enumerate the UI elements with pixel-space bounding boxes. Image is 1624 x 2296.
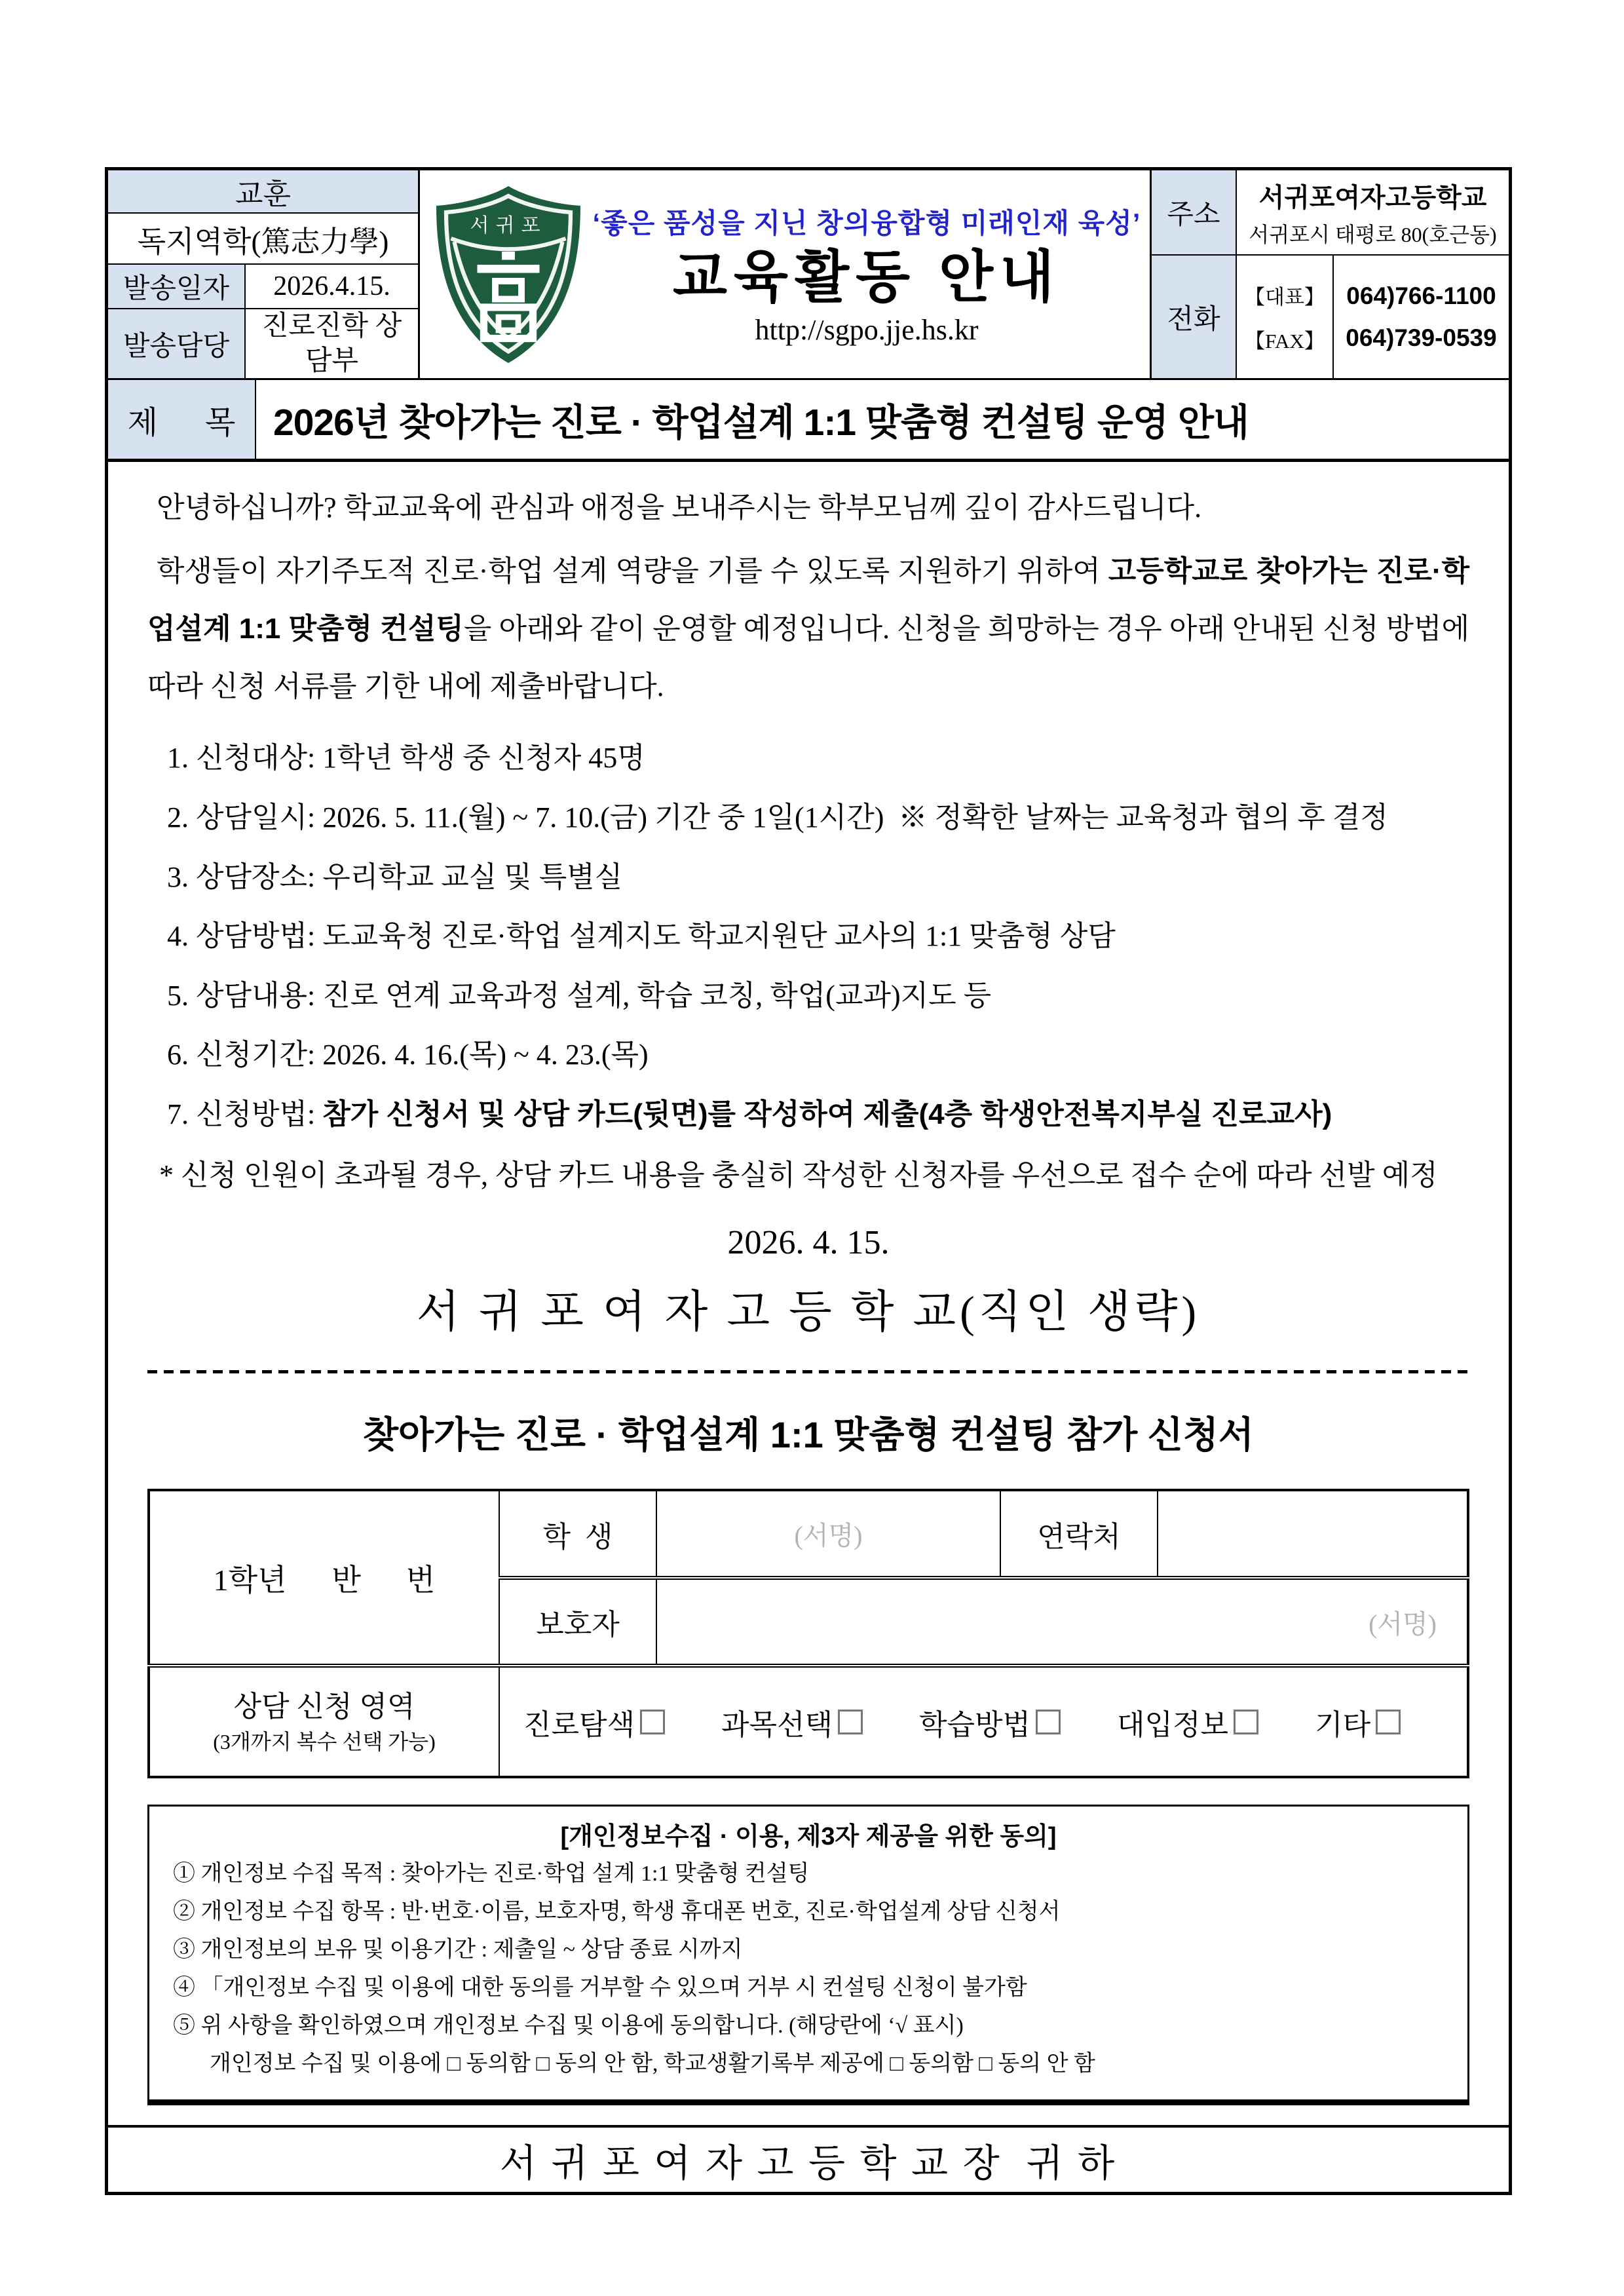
phone-fax-number: 064)739-0539 bbox=[1346, 324, 1497, 351]
phone-fax-label: 【FAX】 bbox=[1245, 329, 1325, 353]
checkbox-subject-icon[interactable] bbox=[838, 1710, 863, 1734]
contact-value-cell[interactable] bbox=[1158, 1490, 1468, 1578]
send-dept-label: 발송담당 bbox=[108, 309, 246, 378]
intro-text-pre: 학생들이 자기주도적 진로·학업 설계 역량을 기를 수 있도록 지원하기 위하여 bbox=[157, 555, 1108, 588]
student-signature-cell[interactable]: (서명) bbox=[656, 1490, 1000, 1578]
list-item-1: 1. 신청대상: 1학년 학생 중 신청자 45명 bbox=[167, 742, 645, 775]
area-option-etc bbox=[1315, 1701, 1401, 1743]
consult-area-label-cell bbox=[149, 1666, 499, 1777]
list-item-3: 3. 상담장소: 우리학교 교실 및 특별실 bbox=[167, 860, 623, 893]
privacy-consent-box bbox=[147, 1805, 1469, 2105]
list-item-5: 5. 상담내용: 진로 연계 교육과정 설계, 학습 코칭, 학업(교과)지도 등 bbox=[167, 979, 992, 1012]
subject-row bbox=[108, 380, 1509, 462]
area-option-label: 학습방법 bbox=[919, 1708, 1031, 1741]
grade-class-number-cell: 1학년 반 번 bbox=[149, 1490, 499, 1666]
phone-label-cell: 전화 bbox=[1152, 256, 1237, 378]
checkbox-career-icon[interactable] bbox=[640, 1710, 665, 1734]
area-option-label: 기타 bbox=[1315, 1708, 1371, 1741]
send-dept-value: 진로진학 상담부 bbox=[261, 311, 402, 376]
area-option-subject bbox=[721, 1701, 863, 1743]
school-signature-line: 서 귀 포 여 자 고 등 학 교(직인 생략) bbox=[416, 1287, 1201, 1337]
intro-text-post: 을 아래와 같이 운영할 예정입니다. 신청을 희망하는 경우 아래 안내된 신청 방법에 따라 신청 서류를 기한 내에 제출바랍니다. bbox=[147, 613, 1469, 703]
privacy-item-3: ③ 개인정보의 보유 및 이용기간 : 제출일 ~ 상담 종료 시까지 bbox=[173, 1938, 743, 1962]
phone-rep-label: 【대표】 bbox=[1245, 285, 1325, 309]
addressee-line: 서 귀 포 여 자 고 등 학 교 장 귀 하 bbox=[108, 2125, 1509, 2192]
notice-document bbox=[105, 167, 1512, 2195]
consult-area-label: 상담 신청 영역 bbox=[233, 1691, 415, 1723]
intro-text-bold: 고등학교로 찾아가는 진로·학업설계 1:1 맞춤형 컨설팅 bbox=[147, 555, 1469, 645]
school-website: http://sgpo.jje.hs.kr bbox=[755, 314, 979, 347]
document-type-title: 교육활동 안내 bbox=[672, 245, 1061, 309]
school-slogan: ‘좋은 품성을 지닌 창의융합형 미래인재 육성’ bbox=[592, 207, 1141, 239]
privacy-title: [개인정보수집 · 이용, 제3자 제공을 위한 동의] bbox=[560, 1823, 1057, 1851]
area-option-label: 과목선택 bbox=[721, 1708, 833, 1741]
address-school-name: 서귀포여자고등학교 bbox=[1258, 183, 1487, 212]
area-option-career bbox=[523, 1701, 665, 1743]
address-street: 서귀포시 태평로 80(호근동) bbox=[1249, 222, 1497, 246]
emblem-top-text: 서귀포 bbox=[470, 214, 547, 237]
area-option-admission bbox=[1117, 1701, 1258, 1743]
privacy-item-1: ① 개인정보 수집 목적 : 찾아가는 진로·학업 설계 1:1 맞춤형 컨설팅 bbox=[173, 1862, 810, 1886]
area-option-label: 진로탐색 bbox=[523, 1708, 635, 1741]
list-item-6: 6. 신청기간: 2026. 4. 16.(목) ~ 4. 23.(목) bbox=[167, 1039, 649, 1071]
priority-note: * 신청 인원이 초과될 경우, 상담 카드 내용을 충실히 작성한 신청자를 우선으로 접수 순에 따라 선발 예정 bbox=[159, 1158, 1438, 1191]
contact-table bbox=[1150, 170, 1509, 378]
area-option-study bbox=[919, 1701, 1061, 1743]
phone-rep-number: 064)766-1100 bbox=[1346, 282, 1496, 309]
motto-table bbox=[108, 170, 420, 378]
dashed-divider bbox=[147, 1370, 1469, 1373]
privacy-item-4: ④ 「개인정보 수집 및 이용에 대한 동의를 거부할 수 있으며 거부 시 컨설팅 신청이 불가함 bbox=[173, 1976, 1027, 2000]
send-date-label: 발송일자 bbox=[108, 265, 246, 308]
greeting-paragraph: 안녕하십니까? 학교교육에 관심과 애정을 보내주시는 학부모님께 깊이 감사드립니다. bbox=[157, 491, 1202, 524]
subject-title: 2026년 찾아가는 진로 · 학업설계 1:1 맞춤형 컨설팅 운영 안내 bbox=[273, 402, 1249, 444]
area-option-label: 대입정보 bbox=[1117, 1708, 1229, 1741]
school-emblem-icon bbox=[426, 182, 590, 368]
checkbox-admission-icon[interactable] bbox=[1234, 1710, 1258, 1734]
checkbox-etc-icon[interactable] bbox=[1376, 1710, 1401, 1734]
letterhead-row bbox=[108, 170, 1509, 380]
address-label-cell: 주소 bbox=[1152, 170, 1237, 254]
consult-area-sublabel: (3개까지 복수 선택 가능) bbox=[213, 1730, 436, 1754]
issue-date: 2026. 4. 15. bbox=[727, 1224, 890, 1262]
contact-label-cell: 연락처 bbox=[1000, 1490, 1158, 1578]
motto-value-cell: 독지역학(篤志力學) bbox=[108, 214, 418, 265]
student-label-cell: 학 생 bbox=[499, 1490, 656, 1578]
intro-paragraph bbox=[147, 543, 1469, 716]
banner-cell bbox=[420, 170, 1150, 378]
privacy-item-2: ② 개인정보 수집 항목 : 반·번호·이름, 보호자명, 학생 휴대폰 번호, 진로·학업설계 상담 신청서 bbox=[173, 1900, 1061, 1924]
list-item-4: 4. 상담방법: 도교육청 진로·학업 설계지도 학교지원단 교사의 1:1 맞춤형 상담 bbox=[167, 920, 1116, 953]
application-form-title: 찾아가는 진로 · 학업설계 1:1 맞춤형 컨설팅 참가 신청서 bbox=[362, 1414, 1255, 1456]
privacy-item-5: ⑤ 위 사항을 확인하였으며 개인정보 수집 및 이용에 동의합니다. (해당란에 ‘√ 표시) bbox=[173, 2014, 964, 2038]
guardian-label-cell: 보호자 bbox=[499, 1578, 656, 1666]
subject-label-cell: 제 목 bbox=[108, 380, 256, 459]
guardian-signature-cell[interactable]: (서명) bbox=[656, 1578, 1468, 1666]
list-item-7 bbox=[167, 1098, 1469, 1132]
body-content bbox=[108, 462, 1509, 2125]
consult-area-options bbox=[523, 1701, 1466, 1743]
list-item-7-prefix: 7. 신청방법: bbox=[167, 1098, 323, 1130]
consent-choice-line: 개인정보 수집 및 이용에 □ 동의함 □ 동의 안 함, 학교생활기록부 제공에 □ 동의함 □ 동의 안 함 bbox=[210, 2052, 1095, 2076]
list-item-7-bold: 참가 신청서 및 상담 카드(뒷면)를 작성하여 제출(4층 학생안전복지부실 진로교사) bbox=[322, 1098, 1332, 1130]
notice-list bbox=[147, 742, 1469, 1131]
list-item-2: 2. 상담일시: 2026. 5. 11.(월) ~ 7. 10.(금) 기간 중 1일(1시간) ※ 정확한 날짜는 교육청과 협의 후 결정 bbox=[167, 801, 1388, 833]
motto-header-cell: 교훈 bbox=[108, 170, 418, 214]
application-form-table bbox=[147, 1489, 1469, 1778]
checkbox-study-icon[interactable] bbox=[1036, 1710, 1061, 1734]
consult-area-options-cell bbox=[499, 1666, 1468, 1777]
send-date-value: 2026.4.15. bbox=[273, 271, 390, 301]
